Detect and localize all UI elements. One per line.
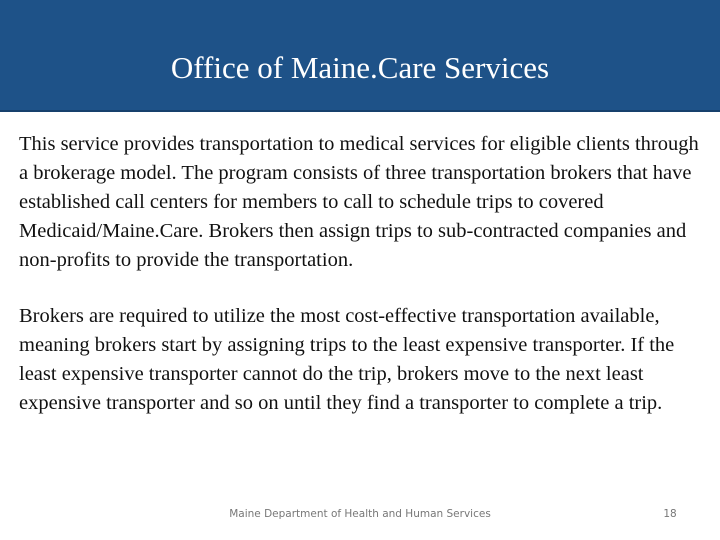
body-paragraph-1: This service provides transportation to medical services for eligible clients through a brokerage model. The program consists of three transportation brokers that have established call centers for members to call to schedule trips to covered Medicaid/Maine.Care. Brokers then assign trips to sub-contracted companies and non-profits to provide the transportation. bbox=[19, 133, 699, 271]
body-paragraph-2: Brokers are required to utilize the most cost-effective transportation available, meaning brokers start by assigning trips to the least expensive transporter. If the least expensive transporter cannot do the trip, brokers move to the next least expensive transporter and so on until they find a transporter to complete a trip. bbox=[19, 305, 675, 414]
header-banner bbox=[0, 0, 720, 112]
footer-department: Maine Department of Health and Human Services bbox=[229, 508, 491, 520]
slide-title: Office of Maine.Care Services bbox=[170, 50, 550, 85]
slide-body bbox=[19, 130, 709, 418]
page-number: 18 bbox=[663, 508, 677, 520]
